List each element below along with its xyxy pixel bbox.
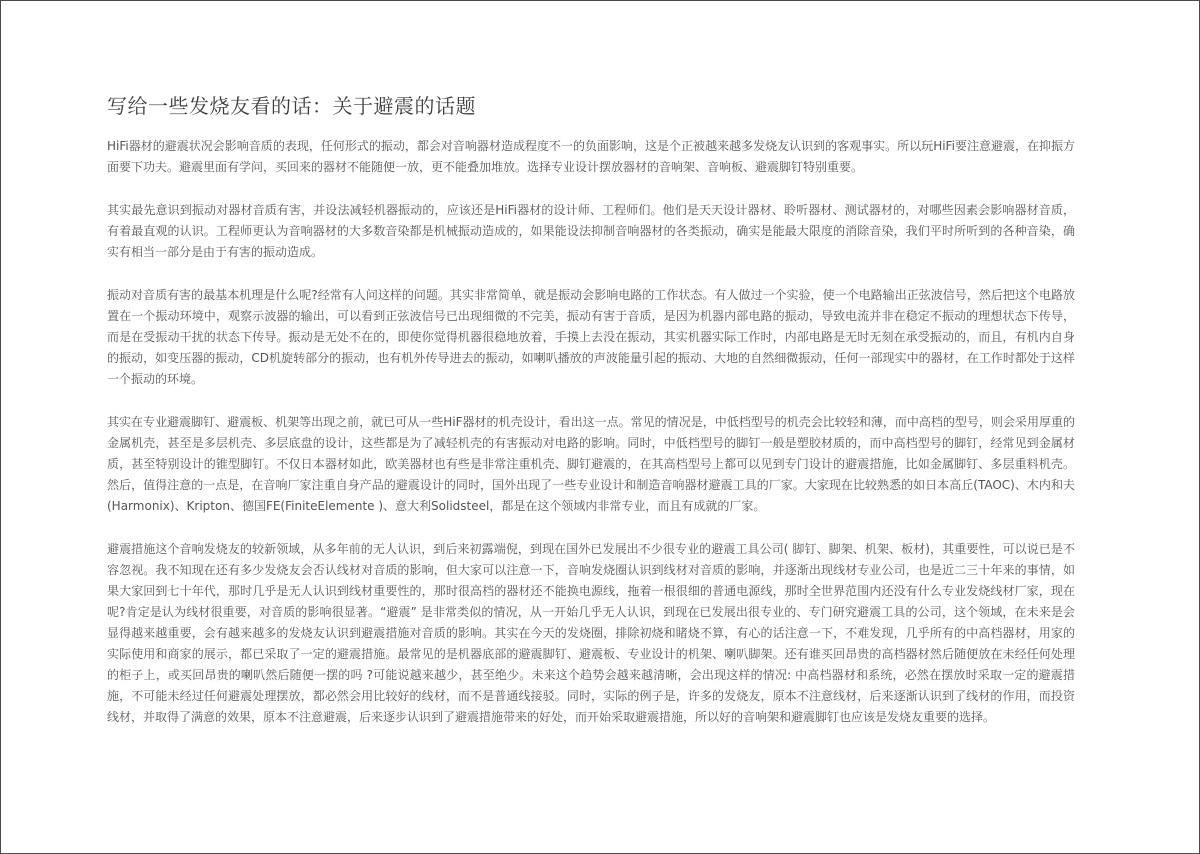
paragraph-chassis-design: 其实在专业避震脚钉、避震板、机架等出现之前，就已可从一些HiF器材的机壳设计，看出这一点。常见的情况是，中低档型号的机壳会比较轻和薄，而中高档的型号，则会采用厚重的金属机壳，甚至是多层机壳、多层底盘的设计，这些都是为了减轻机壳的有害振动对电路的影响。同时，中低档型号的脚钉一般是塑胶材质的，而中高档型号的脚钉，经常见到金属材质，甚至特别设计的锥型脚钉。不仅日本器材如此，欧美器材也有些是非常注重机壳、脚钉避震的，在其高档型号上都可以见到专门设计的避震措施，比如金属脚钉、多层重料机壳。然后，值得注意的一点是，在音响厂家注重自身产品的避震设计的同时，国外出现了一些专业设计和制造音响器材避震工具的厂家。大家现在比较熟悉的如日本高丘(TAOC)、木内和夫(Harmonix)、Kripton、德国FE(FiniteElemente )、意大利Solidsteel，都是在这个领域内非常专业，而且有成就的厂家。 — [107, 415, 1075, 513]
paragraph-future-trend: 避震措施这个音响发烧友的较新领域，从多年前的无人认识，到后来初露端倪，到现在国外已发展出不少很专业的避震工具公司( 脚钉、脚架、机架、板材)，其重要性，可以说已是不容忽视。我不知现在还有多少发烧友会否认线材对音质的影响，但大家可以注意一下，音响发烧圈认识到线材对音质的影响，并逐渐出现线材专业公司，也是近二三十年来的事情，如果大家回到七十年代，那时几乎是无人认识到线材重要性的，那时很高档的器材还不能换电源线，拖着一根很细的普通电源线，那时全世界范围内还没有什么专业发烧线材厂家，现在呢?肯定是认为线材很重要，对音质的影响很显著。“避震” 是非常类似的情况，从一开始几乎无人认识，到现在已发展出很专业的、专门研究避震工具的公司，这个领域，在未来是会显得越来越重要，会有越来越多的发烧友认识到避震措施对音质的影响。其实在今天的发烧圈，排除初烧和睹烧不算，有心的话注意一下，不难发现，几乎所有的中高档器材，用家的实际使用和商家的展示，都已采取了一定的避震措施。最常见的是机器底部的避震脚钉、避震板、专业设计的机架、喇叭脚架。还有谁买回昂贵的高档器材然后随便放在未经任何处理的柜子上，或买回昂贵的喇叭然后随便一摆的吗 ?可能说越来越少，甚至绝少。未来这个趋势会越来越清晰，会出现这样的情况: 中高档器材和系统，必然在摆放时采取一定的避震措施，不可能未经过任何避震处理摆放，都必然会用比较好的线材，而不是普通线接驳。同时，实际的例子是，许多的发烧友，原本不注意线材，后来逐渐认识到了线材的作用，而投资线材，并取得了满意的效果，原本不注意避震，后来逐步认识到了避震措施带来的好处，而开始采取避震措施，所以好的音响架和避震脚钉也应该是发烧友重要的选择。 — [107, 542, 1075, 724]
paragraph-designers: 其实最先意识到振动对器材音质有害，并设法减轻机器振动的，应该还是HiFi器材的设计师、工程师们。他们是天天设计器材、聆听器材、测试器材的，对哪些因素会影响器材音质，有着最直观的认识。工程师更认为音响器材的大多数音染都是机械振动造成的，如果能设法抑制音响器材的各类振动，确实是能最大限度的消除音染，我们平时所听到的各种音染，确实有相当一部分是由于有害的振动造成。 — [107, 203, 1075, 259]
article — [107, 92, 1075, 750]
article-title: 写给一些发烧友看的话：关于避震的话题 — [107, 94, 476, 118]
paragraph-intro: HiFi器材的避震状况会影响音质的表现，任何形式的振动，都会对音响器材造成程度不一的负面影响，这是个正被越来越多发烧友认识到的客观事实。所以玩HiFi要注意避震，在抑振方面要下功夫。避震里面有学问，买回来的器材不能随便一放，更不能叠加堆放。选择专业设计摆放器材的音响架、音响板、避震脚钉特别重要。 — [107, 139, 1075, 174]
paragraph-mechanism: 振动对音质有害的最基本机理是什么呢?经常有人问这样的问题。其实非常简单，就是振动会影响电路的工作状态。有人做过一个实验，使一个电路输出正弦波信号，然后把这个电路放置在一个振动环境中，观察示波器的输出，可以看到正弦波信号已出现细微的不完美，振动有害于音质，是因为机器内部电路的振动，导致电流并非在稳定不振动的理想状态下传导，而是在受振动干扰的状态下传导。振动是无处不在的，即使你觉得机器很稳地放着，手摸上去没在振动，其实机器实际工作时，内部电路是无时无刻在承受振动的，而且，有机内自身的振动，如变压器的振动，CD机旋转部分的振动，也有机外传导进去的振动，如喇叭播放的声波能量引起的振动、大地的自然细微振动，任何一部现实中的器材，在工作时都处于这样一个振动的环境。 — [107, 288, 1075, 386]
